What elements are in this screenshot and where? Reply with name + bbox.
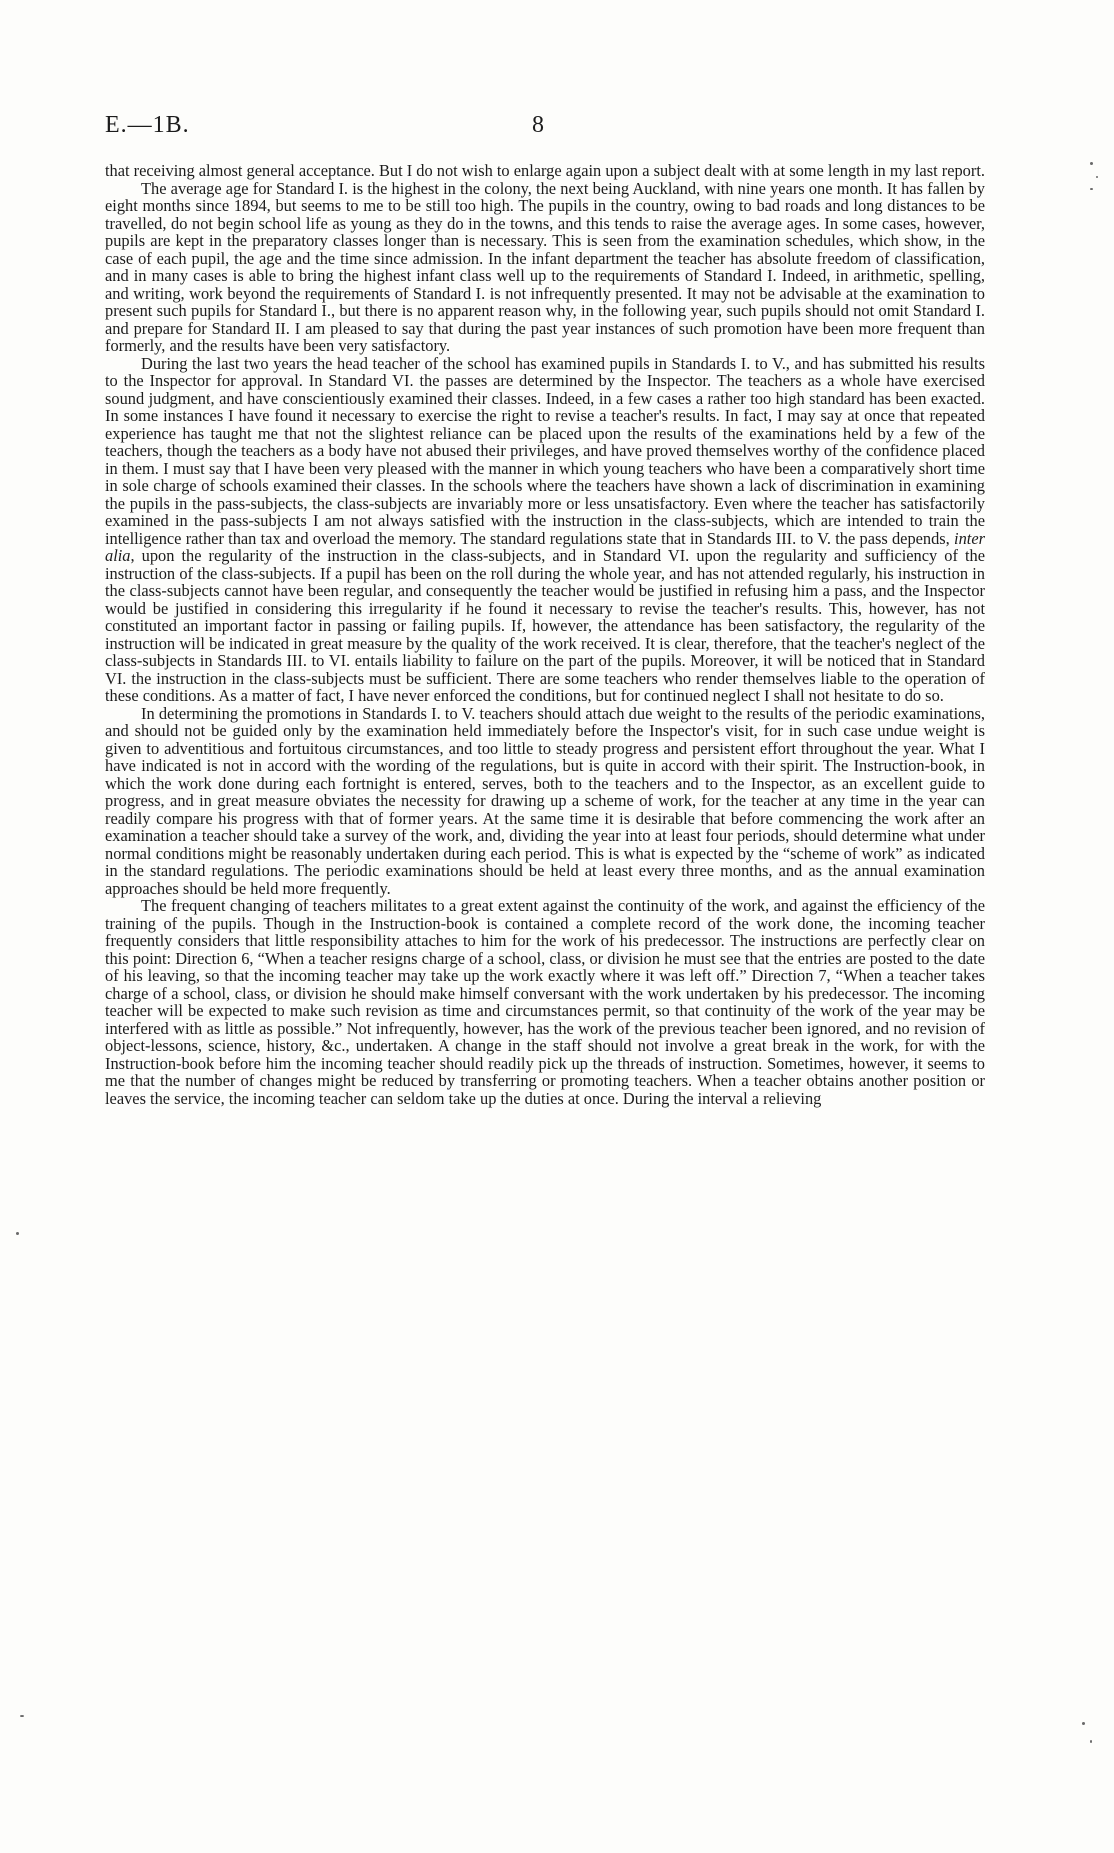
paragraph-teacher-changes: The frequent changing of teachers militates to a great extent against the continuity of the work, and against the efficiency of the training of the pupils. Though in the Instruction-book is contained a complete record of the work done, the incoming teacher frequently considers that little responsibility attaches to him for the work of his predecessor. The instructions are perfectly clear on this point: Direction 6, “When a teacher resigns charge of a school, class, or division he must see that the entries are posted to the date of his leaving, so that the incoming teacher may take up the work exactly where it was left off.” Direction 7, “When a teacher takes charge of a school, class, or division he should make himself conversant with the work undertaken by his predecessor. The incoming teacher will be expected to make such revision as time and circumstances permit, so that continuity of the work of the year may be interfered with as little as possible.” Not infrequently, however, has the work of the previous teacher been ignored, and no revision of object-lessons, science, history, &c., undertaken. A change in the staff should not involve a great break in the work, for with the Instruction-book before him the incoming teacher should readily pick up the threads of instruction. Sometimes, however, it seems to me that the number of changes might be reduced by transferring or promoting teachers. When a teacher obtains another position or leaves the service, the incoming teacher can seldom take up the duties at once. During the interval a relieving [105,896,985,1108]
latin-phrase: inter alia [105,528,985,565]
paragraph-text: During the last two years the head teacher of the school has examined pupils in Standards I. to V., and has submitted his results to the Inspector for approval. In Standard VI. the passes are determined by the Inspector. The teachers as a whole have exercised sound judgment, and have conscientiously examined their classes. Indeed, in a few cases a rather too high standard has been exacted. In some instances I have found it necessary to exercise the right to revise a teacher's results. In fact, I may say at once that repeated experience has taught me that not the slightest reliance can be placed upon the results of the examinations held by a few of the teachers, though the teachers as a body have not abused their privileges, and have proved themselves worthy of the confidence placed in them. I must say that I have been very pleased with the manner in which young teachers who have been a comparatively short time in sole charge of schools examined their classes. In the schools where the teachers have shown a lack of discrimination in examining the pupils in the pass-subjects, the class-subjects are invariably more or less unsatisfactory. Even where the teacher has satisfactorily examined in the pass-subjects I am not always satisfied with the instruction in the class-subjects, which are intended to train the intelligence rather than tax and overload the memory. The standard regulations state that in Standards III. to V. the pass depends, [105,353,985,548]
document-reference: E.—1B. [105,112,190,138]
paragraph-text: , upon the regularity of the instruction in the class-subjects, and in Standard VI. upon the regularity and sufficiency of the instruction of the class-subjects. If a pupil has been on the roll during the whole year, and has not attended regularly, his instruction in the class-subjects cannot have been regular, and consequently the teacher would be justified in refusing him a pass, and the Inspector would be justified in considering this irregularity if he found it necessary to revise the teacher's results. This, however, has not constituted an important factor in passing or failing pupils. If, however, the attendance has been satisfactory, the regularity of the instruction will be indicated in great measure by the quality of the work received. It is clear, therefore, that the teacher's neglect of the class-subjects in Standards III. to VI. entails liability to failure on the part of the pupils. Moreover, it will be noticed that in Standard VI. the instruction in the class-subjects must be sufficient. There are some teachers who render themselves liable to the operation of these conditions. As a matter of fact, I have never enforced the conditions, but for continued neglect I shall not hesitate to do so. [105,546,985,705]
paragraph-continued: that receiving almost general acceptance. But I do not wish to enlarge again upon a subject dealt with at some length in my last report. [105,161,985,180]
page-number: 8 [532,112,544,138]
paragraph-promotions: In determining the promotions in Standards I. to V. teachers should attach due weight to the results of the periodic examinations, and should not be guided only by the examination held immediately before the Inspector's visit, for in such case undue weight is given to adventitious and fortuitous circumstances, and too little to steady progress and persistent effort throughout the year. What I have indicated is not in accord with the wording of the regulations, but is quite in accord with their spirit. The Instruction-book, in which the work done during each fortnight is entered, serves, both to the teachers and to the Inspector, as an excellent guide to progress, and in great measure obviates the necessity for drawing up a scheme of work, for the teacher at any time in the year can readily compare his progress with that of former years. At the same time it is desirable that before commencing the work after an examination a teacher should take a survey of the work, and, dividing the year into at least four periods, should determine what under normal conditions might be reasonably undertaken during each period. This is what is expected by the “scheme of work” as indicated in the standard regulations. The periodic examinations should be held at least every three months, and as the annual examination approaches should be held more frequently. [105,703,985,898]
scan-speck [16,1232,19,1235]
scan-speck [1090,1740,1092,1743]
page-header [105,112,985,142]
scan-speck [20,1715,24,1717]
report-body [105,162,985,1107]
scan-speck [1090,188,1093,190]
paragraph-examinations [105,355,985,705]
scan-speck [1090,162,1093,165]
paragraph-average-age: The average age for Standard I. is the highest in the colony, the next being Auckland, with nine years one month. It has fallen by eight months since 1894, but seems to me to be still too high. The pupils in the country, owing to bad roads and long distances to be travelled, do not begin school life as young as they do in the towns, and this tends to raise the average ages. In some cases, however, pupils are kept in the preparatory classes longer than is necessary. This is seen from the examination schedules, which show, in the case of each pupil, the age and the time since admission. In the infant department the teacher has absolute freedom of classification, and in many cases is able to bring the highest infant class well up to the requirements of Standard I. Indeed, in arithmetic, spelling, and writing, work beyond the requirements of Standard I. is not infrequently presented. It may not be advisable at the examination to present such pupils for Standard I., but there is no apparent reason why, in the following year, such pupils should not omit Standard I. and prepare for Standard II. I am pleased to say that during the past year instances of such promotion have been more frequent than formerly, and the results have been very satisfactory. [105,178,985,355]
scan-speck [1096,176,1098,178]
scan-speck [1082,1722,1085,1725]
